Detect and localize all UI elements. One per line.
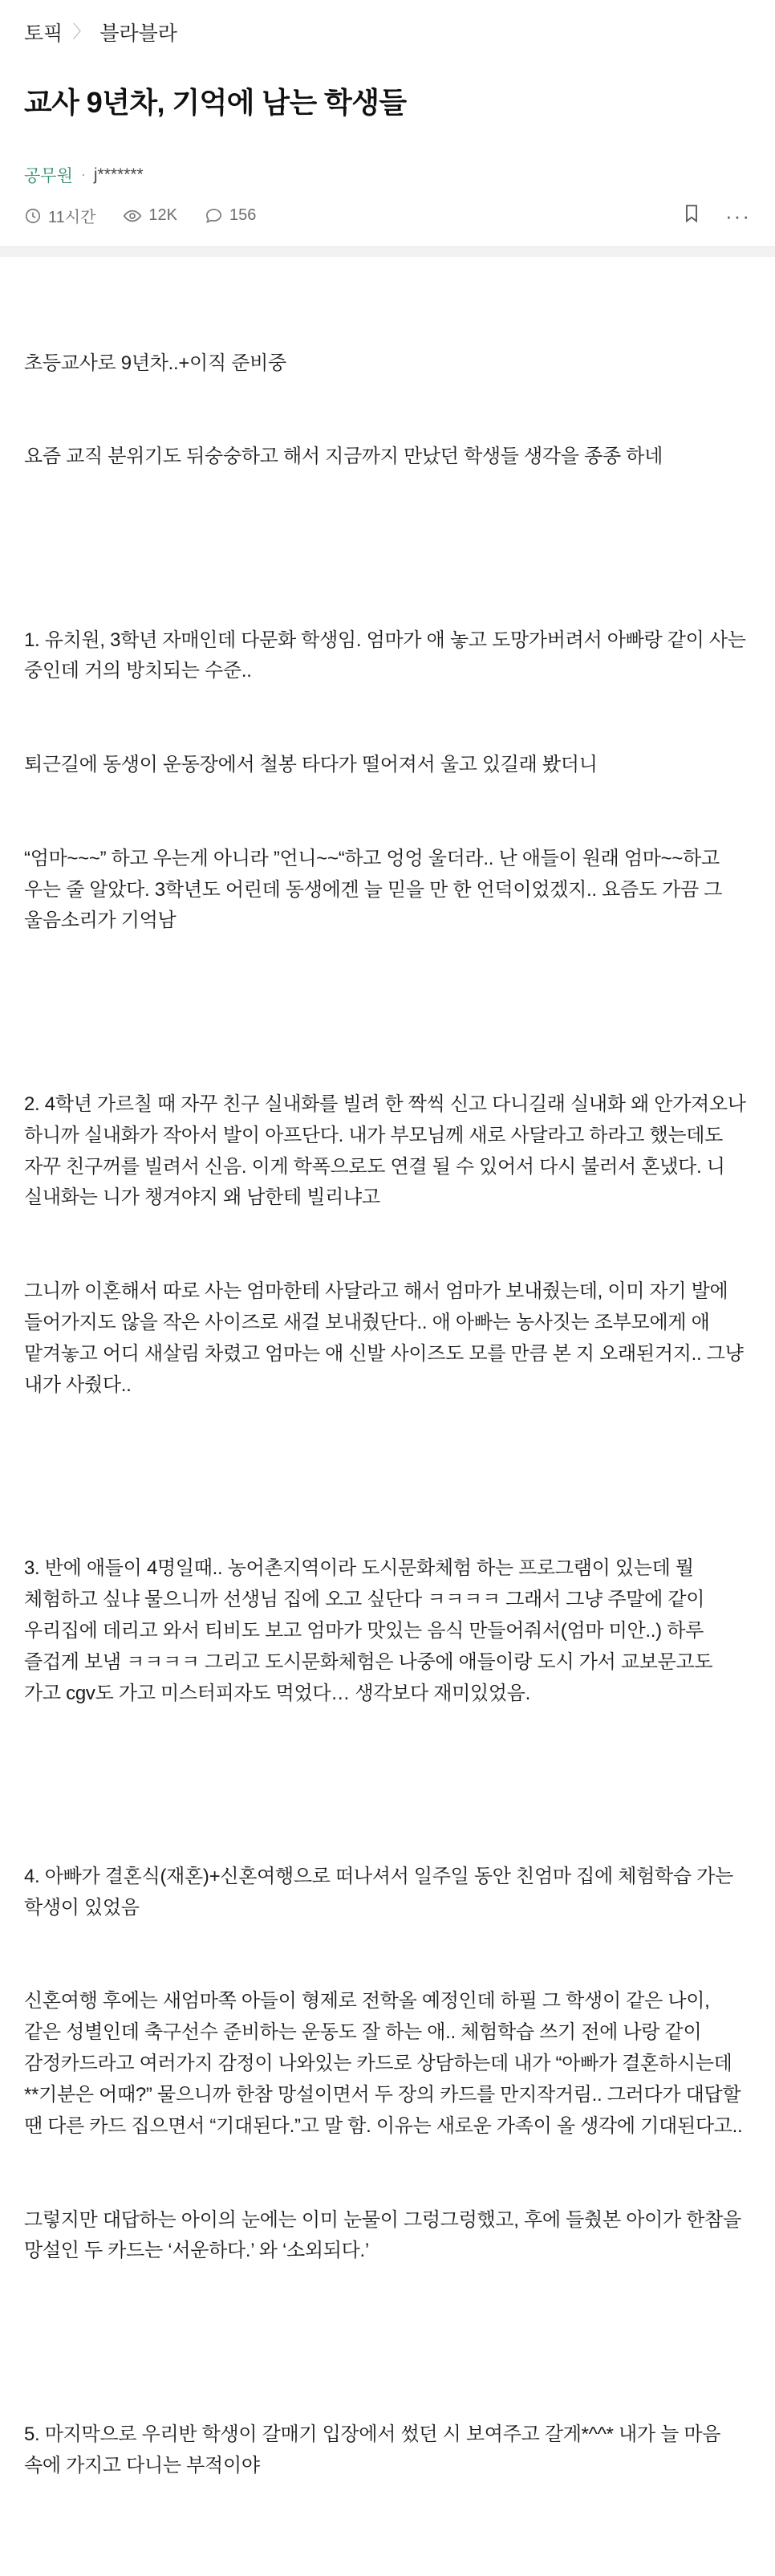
author-nickname[interactable]: j*******: [93, 165, 144, 184]
article-paragraph: 2. 4학년 가르칠 때 자꾸 친구 실내화를 빌려 한 짝씩 신고 다니길래 실내화 왜 안가져오나 하니까 실내화가 작아서 발이 아프단다. 내가 부모님께 새로 사달라고 하라고 했는데도 자꾸 친구꺼를 빌려서 신음. 이게 학폭으로도 연결 될 수 있어서 다시 불러서 혼냈다. 니 실내화는 니가 챙겨야지 왜 남한테 빌리냐고: [24, 1093, 752, 1209]
breadcrumb-item-board[interactable]: 블라블라: [99, 22, 177, 45]
paragraph-gap: [24, 1463, 751, 1491]
article-body: [0, 257, 775, 2576]
article-paragraph: 그렇지만 대답하는 아이의 눈에는 이미 눈물이 그렁그렁했고, 후에 들췄본 아이가 한참을 망설인 두 카드는 ‘서운하다.’ 와 ‘소외되다.’: [24, 2208, 747, 2262]
article-paragraph: 퇴근길에 동생이 운동장에서 철봉 타다가 떨어져서 울고 있길래 봤더니: [24, 754, 598, 776]
paragraph-gap: [24, 999, 751, 1027]
divider-block: [0, 247, 775, 257]
article-paragraph: 4. 아빠가 결혼식(재혼)+신혼여행으로 떠나셔서 일주일 동안 친엄마 집에 체험학습 가는 학생이 있었음: [24, 1865, 739, 1919]
meta-comments[interactable]: [205, 206, 256, 225]
article-paragraph: 초등교사로 9년차..+이직 준비중: [24, 352, 286, 374]
article-paragraph: 5. 마지막으로 우리반 학생이 갈매기 입장에서 썼던 시 보여주고 갈게*^^* 내가 늘 마음 속에 가지고 다니는 부적이야: [24, 2423, 726, 2476]
article-paragraph: 1. 유치원, 3학년 자매인데 다문화 학생임. 엄마가 애 놓고 도망가버려서 아빠랑 같이 사는 중인데 거의 방치되는 수준..: [24, 629, 752, 682]
paragraph-gap: [24, 1772, 751, 1799]
meta-views: [123, 206, 177, 226]
paragraph-gap: [24, 2330, 751, 2357]
article-paragraph: “엄마~~~” 하고 우는게 아니라 ”언니~~“하고 엉엉 울더라.. 난 애들이 원래 엄마~~하고 우는 줄 알았다. 3학년도 어린데 동생에겐 늘 믿을 만 한 언덕이었겠지.. 요즘도 가끔 그 울음소리가 기억남: [24, 847, 728, 932]
meta-time: [24, 204, 95, 227]
comment-icon: [205, 206, 223, 225]
author-board-label[interactable]: 공무원: [24, 166, 73, 185]
meta-views-label: 12K: [148, 206, 177, 225]
article-paragraph: 요즘 교직 분위기도 뒤숭숭하고 해서 지금까지 만났던 학생들 생각을 종종 하네: [24, 446, 663, 468]
clock-icon: [24, 207, 42, 225]
paragraph-gap: [24, 535, 751, 563]
author-row: [0, 142, 775, 187]
breadcrumb-item-topic[interactable]: 토픽: [24, 22, 63, 45]
article-paragraph: 신혼여행 후에는 새엄마쪽 아들이 형제로 전학올 예정인데 하필 그 학생이 같은 나이, 같은 성별인데 축구선수 준비하는 운동도 잘 하는 애.. 체험학습 쓰기 전에 나랑 같이 감정카드라고 여러가지 감정이 나와있는 카드로 상담하는데 내가 “아빠가 결혼하시는데 **기분은 어때?” 물으니까 한참 망설이면서 두 장의 카드를 만지작거림.. 그러다가 대답할 땐 다른 카드 집으면서 “기대된다.”고 말 함. 이유는 새로운 가족이 올 생각에 기대된다고..: [24, 1990, 746, 2137]
page-title: 교사 9년차, 기억에 남는 학생들: [24, 86, 407, 120]
meta-actions: [682, 203, 751, 229]
eye-icon: [123, 206, 142, 226]
chevron-right-icon: 〉: [72, 22, 91, 42]
author-separator: ·: [80, 166, 86, 183]
more-icon[interactable]: ···: [725, 203, 751, 228]
breadcrumb: [0, 0, 775, 51]
article-paragraph: 3. 반에 애들이 4명일때.. 농어촌지역이라 도시문화체험 하는 프로그램이 있는데 뭘 체험하고 싶냐 물으니까 선생님 집에 오고 싶단다 ㅋㅋㅋㅋ 그래서 그냥 주말에 같이 우리집에 데리고 와서 티비도 보고 엄마가 맛있는 음식 만들어줘서(엄마 미안..) 하루 즐겁게 보냄 ㅋㅋㅋㅋ 그리고 도시문화체험은 나중에 애들이랑 도시 가서 교보문고도 가고 cgv도 가고 미스터피자도 먹었다… 생각보다 재미있었음.: [24, 1557, 718, 1704]
meta-time-label: 11시간: [48, 209, 96, 227]
article-paragraph: 그니까 이혼해서 따로 사는 엄마한테 사달라고 해서 엄마가 보내줬는데, 이미 자기 발에 들어가지도 않을 작은 사이즈로 새걸 보내줬단다.. 애 아빠는 농사짓는 조부모에게 애 맡겨놓고 어디 새살림 차렸고 엄마는 애 신발 사이즈도 모를 만큼 본 지 오래된거지.. 그냥 내가 사줬다..: [24, 1280, 749, 1396]
bookmark-icon[interactable]: [682, 203, 701, 229]
meta-row: [0, 187, 775, 229]
meta-comments-label: 156: [229, 206, 257, 225]
